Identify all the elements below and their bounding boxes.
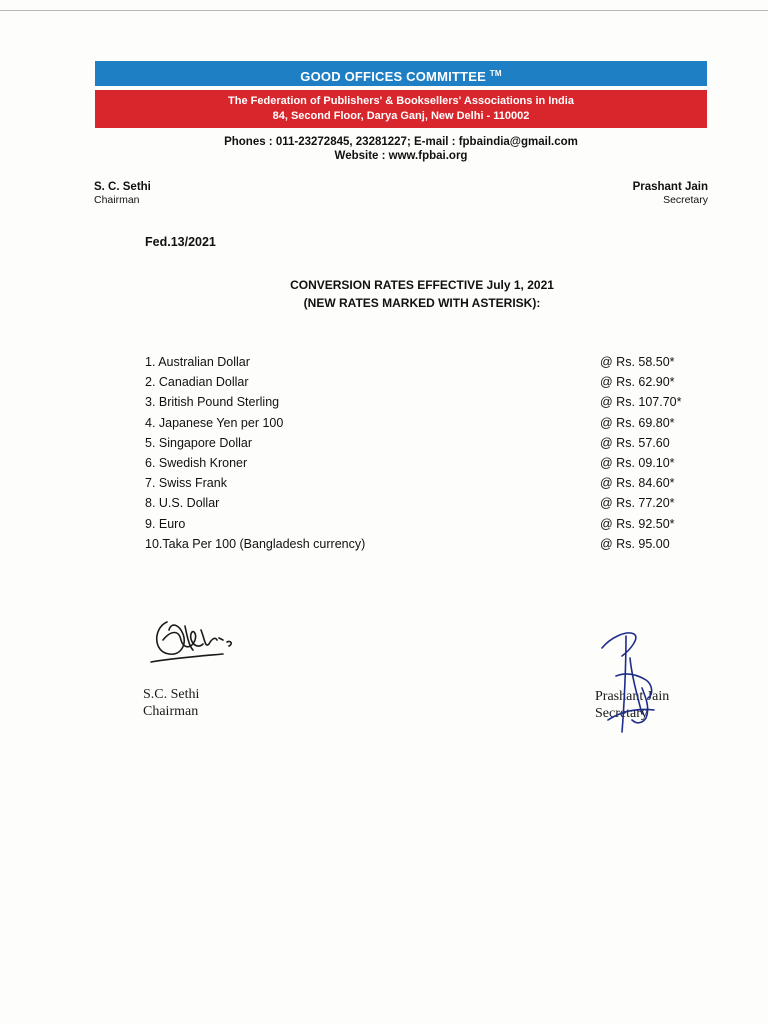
rate-row — [145, 413, 695, 433]
chairman-header — [94, 180, 151, 207]
contact-website: Website : www.fpbai.org — [334, 150, 468, 162]
chairman-role: Chairman — [94, 194, 140, 206]
rate-row — [145, 352, 695, 372]
rate-row — [145, 493, 695, 513]
rate-currency: 6. Swedish Kroner — [145, 455, 248, 470]
rate-value: @ Rs. 92.50* — [600, 516, 675, 531]
heading-line-1: CONVERSION RATES EFFECTIVE July 1, 2021 — [290, 278, 554, 292]
secretary-signature — [596, 628, 676, 738]
heading-line-2: (NEW RATES MARKED WITH ASTERISK): — [303, 296, 541, 310]
rate-row — [145, 514, 695, 534]
rate-value: @ Rs. 84.60* — [600, 476, 675, 491]
federation-name: The Federation of Publishers' & Booksellers' Associations in India — [228, 95, 574, 107]
rate-currency: 5. Singapore Dollar — [145, 435, 253, 450]
rate-value: @ Rs. 58.50* — [600, 355, 675, 369]
rate-row — [145, 473, 695, 493]
rate-row — [145, 534, 695, 554]
federation-banner — [95, 90, 707, 128]
secretary-signature-name: Prashant Jain — [595, 689, 670, 704]
rate-row — [145, 372, 695, 392]
rate-row — [145, 392, 695, 412]
secretary-header — [633, 180, 708, 207]
reference-number: Fed.13/2021 — [145, 235, 216, 249]
chairman-signature — [145, 600, 245, 670]
rate-value: @ Rs. 77.20* — [600, 496, 675, 511]
contact-block — [95, 135, 707, 163]
contact-phones-email: Phones : 011-23272845, 23281227; E-mail : fpbaindia@gmail.com — [224, 136, 578, 148]
federation-address: 84, Second Floor, Darya Ganj, New Delhi - 110002 — [272, 110, 530, 122]
rate-currency: 2. Canadian Dollar — [145, 375, 249, 390]
document-heading — [0, 276, 768, 312]
rate-row — [145, 453, 695, 473]
chairman-signature-name: S.C. Sethi — [143, 687, 200, 702]
rates-list — [145, 352, 695, 554]
rate-value: @ Rs. 62.90* — [600, 375, 675, 390]
rate-currency: 3. British Pound Sterling — [145, 395, 280, 410]
secretary-signature-role: Secretary — [595, 706, 648, 721]
page-top-edge — [0, 0, 768, 11]
rate-currency: 7. Swiss Frank — [145, 476, 227, 491]
rate-currency: 1. Australian Dollar — [145, 355, 250, 369]
secretary-role: Secretary — [663, 194, 708, 206]
rate-row — [145, 433, 695, 453]
rate-value: @ Rs. 69.80* — [600, 415, 675, 430]
rate-value: @ Rs. 09.10* — [600, 455, 675, 470]
trademark-mark: TM — [489, 69, 502, 78]
chairman-signature-role: Chairman — [143, 704, 199, 719]
rate-currency: 9. Euro — [145, 516, 186, 531]
rate-currency: 8. U.S. Dollar — [145, 496, 220, 511]
committee-banner — [95, 61, 707, 86]
rate-currency: 10.Taka Per 100 (Bangladesh currency) — [145, 536, 366, 551]
rate-value: @ Rs. 95.00 — [600, 536, 670, 551]
rate-currency: 4. Japanese Yen per 100 — [145, 415, 284, 430]
rate-value: @ Rs. 57.60 — [600, 435, 670, 450]
secretary-name: Prashant Jain — [632, 181, 708, 193]
rate-value: @ Rs. 107.70* — [600, 395, 682, 410]
chairman-signature-block — [143, 686, 199, 720]
chairman-name: S. C. Sethi — [94, 181, 151, 193]
committee-title: GOOD OFFICES COMMITTEE — [300, 69, 486, 84]
